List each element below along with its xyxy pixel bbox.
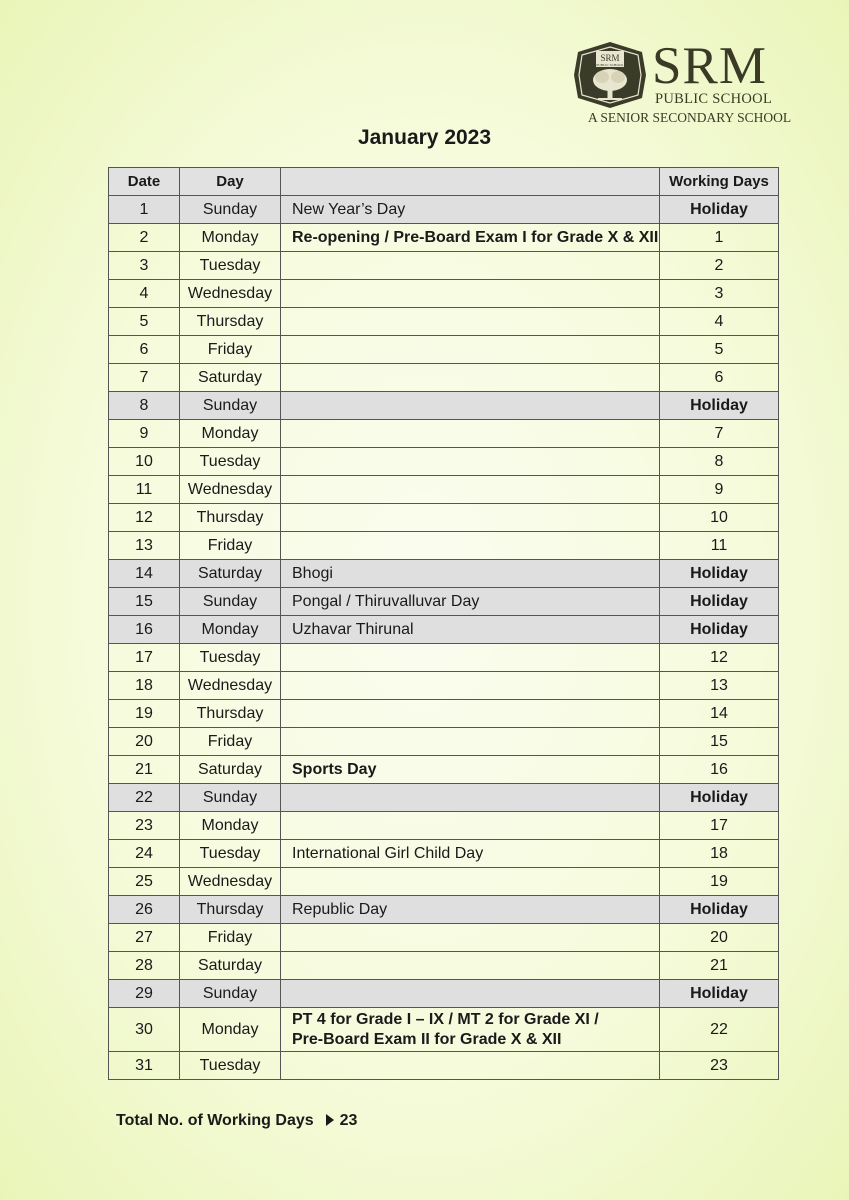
- cell-event: [281, 420, 660, 448]
- cell-date: 14: [109, 560, 180, 588]
- table-row: [109, 840, 779, 868]
- cell-day: Sunday: [180, 784, 281, 812]
- table-row: [109, 1052, 779, 1080]
- cell-day: Monday: [180, 224, 281, 252]
- cell-event: [281, 728, 660, 756]
- table-row: [109, 336, 779, 364]
- table-row: [109, 812, 779, 840]
- svg-text:PUBLIC SCHOOL: PUBLIC SCHOOL: [596, 63, 624, 67]
- table-row: [109, 616, 779, 644]
- cell-day: Tuesday: [180, 1052, 281, 1080]
- cell-working-days: 9: [660, 476, 779, 504]
- cell-working-days: Holiday: [660, 196, 779, 224]
- table-row: [109, 392, 779, 420]
- cell-day: Friday: [180, 924, 281, 952]
- cell-day: Saturday: [180, 952, 281, 980]
- cell-day: Wednesday: [180, 280, 281, 308]
- cell-date: 19: [109, 700, 180, 728]
- total-label: Total No. of Working Days: [116, 1112, 314, 1129]
- table-row: [109, 924, 779, 952]
- logo-name: SRM: [652, 37, 767, 95]
- cell-event: Pongal / Thiruvalluvar Day: [281, 588, 660, 616]
- table-row: [109, 196, 779, 224]
- table-row: [109, 420, 779, 448]
- total-working-days: [116, 1112, 357, 1130]
- cell-date: 18: [109, 672, 180, 700]
- cell-day: Tuesday: [180, 448, 281, 476]
- cell-event: [281, 924, 660, 952]
- cell-date: 11: [109, 476, 180, 504]
- header-working-days: Working Days: [660, 168, 779, 196]
- cell-working-days: 7: [660, 420, 779, 448]
- cell-working-days: 2: [660, 252, 779, 280]
- cell-event: Republic Day: [281, 896, 660, 924]
- cell-date: 22: [109, 784, 180, 812]
- cell-event: [281, 364, 660, 392]
- triangle-right-icon: [326, 1114, 334, 1126]
- page-title: January 2023: [357, 126, 492, 149]
- cell-day: Wednesday: [180, 672, 281, 700]
- cell-working-days: 12: [660, 644, 779, 672]
- cell-date: 2: [109, 224, 180, 252]
- cell-day: Wednesday: [180, 868, 281, 896]
- cell-day: Tuesday: [180, 644, 281, 672]
- cell-date: 7: [109, 364, 180, 392]
- table-row: [109, 560, 779, 588]
- cell-date: 8: [109, 392, 180, 420]
- cell-working-days: Holiday: [660, 980, 779, 1008]
- logo-tagline: A SENIOR SECONDARY SCHOOL: [588, 110, 792, 125]
- cell-event: [281, 868, 660, 896]
- cell-date: 16: [109, 616, 180, 644]
- cell-working-days: Holiday: [660, 784, 779, 812]
- cell-date: 17: [109, 644, 180, 672]
- cell-date: 10: [109, 448, 180, 476]
- cell-date: 25: [109, 868, 180, 896]
- cell-working-days: 16: [660, 756, 779, 784]
- cell-date: 6: [109, 336, 180, 364]
- cell-date: 20: [109, 728, 180, 756]
- cell-working-days: 18: [660, 840, 779, 868]
- cell-working-days: 19: [660, 868, 779, 896]
- table-row: [109, 784, 779, 812]
- cell-working-days: 20: [660, 924, 779, 952]
- cell-event: [281, 1008, 660, 1052]
- table-header-row: [109, 168, 779, 196]
- cell-day: Monday: [180, 812, 281, 840]
- table-row: [109, 280, 779, 308]
- header-date: Date: [109, 168, 180, 196]
- cell-day: Tuesday: [180, 252, 281, 280]
- cell-event: [281, 252, 660, 280]
- cell-event: [281, 336, 660, 364]
- cell-date: 23: [109, 812, 180, 840]
- cell-event: Re-opening / Pre-Board Exam I for Grade X & XII: [281, 224, 660, 252]
- cell-event: Uzhavar Thirunal: [281, 616, 660, 644]
- table-row: [109, 728, 779, 756]
- cell-event: [281, 980, 660, 1008]
- cell-day: Sunday: [180, 196, 281, 224]
- cell-event: [281, 812, 660, 840]
- cell-date: 29: [109, 980, 180, 1008]
- cell-date: 5: [109, 308, 180, 336]
- cell-event: [281, 476, 660, 504]
- cell-event: [281, 280, 660, 308]
- cell-working-days: 17: [660, 812, 779, 840]
- cell-event: New Year’s Day: [281, 196, 660, 224]
- cell-date: 30: [109, 1008, 180, 1052]
- header-day: Day: [180, 168, 281, 196]
- cell-day: Monday: [180, 420, 281, 448]
- cell-working-days: 22: [660, 1008, 779, 1052]
- cell-day: Friday: [180, 532, 281, 560]
- cell-date: 31: [109, 1052, 180, 1080]
- table-row: [109, 896, 779, 924]
- cell-date: 27: [109, 924, 180, 952]
- table-row: [109, 364, 779, 392]
- cell-event: Bhogi: [281, 560, 660, 588]
- cell-day: Sunday: [180, 980, 281, 1008]
- cell-event: [281, 308, 660, 336]
- cell-date: 4: [109, 280, 180, 308]
- cell-day: Monday: [180, 1008, 281, 1052]
- cell-day: Thursday: [180, 700, 281, 728]
- table-row: [109, 476, 779, 504]
- cell-working-days: 15: [660, 728, 779, 756]
- cell-date: 1: [109, 196, 180, 224]
- cell-working-days: 5: [660, 336, 779, 364]
- cell-event: [281, 644, 660, 672]
- cell-date: 13: [109, 532, 180, 560]
- cell-date: 21: [109, 756, 180, 784]
- cell-working-days: 10: [660, 504, 779, 532]
- cell-date: 24: [109, 840, 180, 868]
- cell-day: Wednesday: [180, 476, 281, 504]
- cell-day: Sunday: [180, 588, 281, 616]
- cell-working-days: 6: [660, 364, 779, 392]
- cell-day: Thursday: [180, 308, 281, 336]
- cell-working-days: 11: [660, 532, 779, 560]
- cell-working-days: 8: [660, 448, 779, 476]
- cell-working-days: 14: [660, 700, 779, 728]
- cell-working-days: 1: [660, 224, 779, 252]
- cell-working-days: Holiday: [660, 616, 779, 644]
- cell-event: [281, 952, 660, 980]
- event-line-2: Pre-Board Exam II for Grade X & XII: [292, 1030, 562, 1048]
- cell-day: Monday: [180, 616, 281, 644]
- cell-day: Saturday: [180, 560, 281, 588]
- cell-day: Thursday: [180, 896, 281, 924]
- table-row: [109, 700, 779, 728]
- table-row: [109, 868, 779, 896]
- cell-event: [281, 392, 660, 420]
- cell-event: [281, 504, 660, 532]
- cell-event: [281, 448, 660, 476]
- logo-subtitle: PUBLIC SCHOOL: [655, 91, 773, 107]
- cell-working-days: 3: [660, 280, 779, 308]
- table-row: [109, 756, 779, 784]
- cell-date: 3: [109, 252, 180, 280]
- cell-working-days: Holiday: [660, 588, 779, 616]
- school-logo: [572, 37, 797, 126]
- cell-event: [281, 784, 660, 812]
- cell-working-days: Holiday: [660, 560, 779, 588]
- table-row: [109, 308, 779, 336]
- cell-event: International Girl Child Day: [281, 840, 660, 868]
- cell-day: Friday: [180, 336, 281, 364]
- header-event: [281, 168, 660, 196]
- table-row: [109, 952, 779, 980]
- table-row: [109, 504, 779, 532]
- calendar-table: [108, 167, 779, 1080]
- event-line-1: PT 4 for Grade I – IX / MT 2 for Grade XI /: [292, 1010, 599, 1028]
- cell-day: Thursday: [180, 504, 281, 532]
- table-row: [109, 448, 779, 476]
- cell-event: [281, 700, 660, 728]
- cell-day: Sunday: [180, 392, 281, 420]
- cell-working-days: 4: [660, 308, 779, 336]
- svg-text:SRM: SRM: [600, 53, 620, 63]
- cell-event: [281, 672, 660, 700]
- cell-working-days: 21: [660, 952, 779, 980]
- cell-event: [281, 1052, 660, 1080]
- table-row: [109, 252, 779, 280]
- cell-day: Saturday: [180, 756, 281, 784]
- cell-working-days: 13: [660, 672, 779, 700]
- table-row: [109, 980, 779, 1008]
- table-row: [109, 1008, 779, 1052]
- table-row: [109, 224, 779, 252]
- cell-date: 15: [109, 588, 180, 616]
- cell-event: Sports Day: [281, 756, 660, 784]
- cell-date: 9: [109, 420, 180, 448]
- cell-day: Saturday: [180, 364, 281, 392]
- table-row: [109, 672, 779, 700]
- tree-emblem-icon: [572, 40, 648, 110]
- cell-working-days: 23: [660, 1052, 779, 1080]
- cell-event: [281, 532, 660, 560]
- cell-day: Friday: [180, 728, 281, 756]
- total-value: 23: [339, 1112, 358, 1129]
- cell-date: 26: [109, 896, 180, 924]
- table-row: [109, 644, 779, 672]
- cell-working-days: Holiday: [660, 392, 779, 420]
- cell-working-days: Holiday: [660, 896, 779, 924]
- table-row: [109, 588, 779, 616]
- cell-date: 28: [109, 952, 180, 980]
- table-row: [109, 532, 779, 560]
- cell-date: 12: [109, 504, 180, 532]
- cell-day: Tuesday: [180, 840, 281, 868]
